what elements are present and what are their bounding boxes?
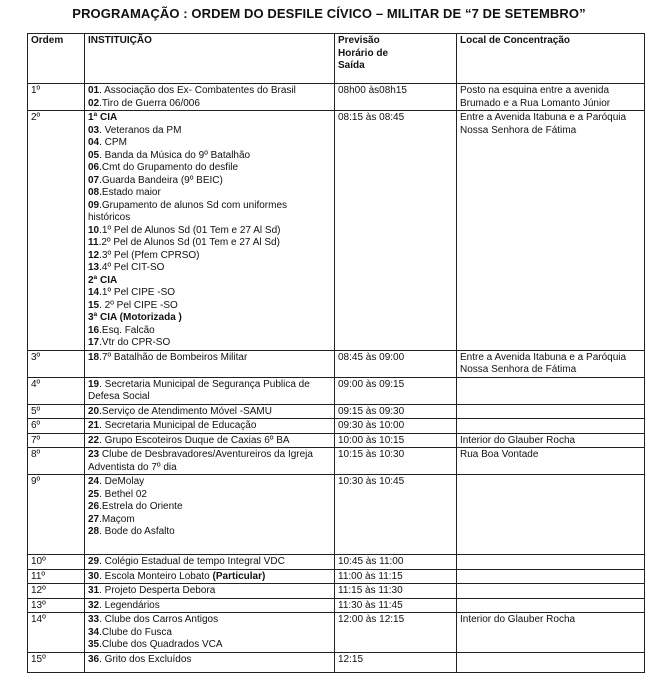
- institution-entry: [88, 379, 331, 404]
- institution-name: .Clube do Fusca: [99, 626, 172, 638]
- institution-number: 16: [88, 324, 100, 336]
- institution-entry: [88, 352, 331, 365]
- cell-horario: 10:00 às 10:15: [335, 433, 457, 448]
- table-row: [28, 111, 645, 351]
- cell-ordem: 4º: [28, 377, 85, 404]
- header-previsao-line-3: Saída: [338, 60, 365, 71]
- parade-schedule-table: [27, 33, 645, 673]
- cell-instituicao: [85, 448, 335, 475]
- institution-entry: [88, 571, 331, 584]
- institution-name: .1º Pel de Alunos Sd (01 Tem e 27 Al Sd): [99, 224, 281, 236]
- institution-number: 13: [88, 262, 100, 273]
- institution-entry: [88, 639, 331, 652]
- institution-number: 20: [88, 405, 100, 417]
- institution-number: 03: [88, 124, 100, 136]
- cell-instituicao: [85, 404, 335, 419]
- cell-ordem: 6º: [28, 419, 85, 434]
- institution-number: 09: [88, 199, 100, 211]
- cell-horario: 12:15: [335, 652, 457, 672]
- institution-entry: [88, 420, 331, 433]
- institution-number: 36: [88, 653, 100, 665]
- institution-name: .4º Pel CIT-SO: [99, 262, 165, 273]
- cell-instituicao: [85, 377, 335, 404]
- institution-name: . Clube dos Carros Antigos: [99, 614, 219, 625]
- cell-instituicao: [85, 598, 335, 613]
- cell-ordem: 7º: [28, 433, 85, 448]
- table-row: [28, 613, 645, 653]
- institution-name: .Guarda Bandeira (9º BEIC): [99, 174, 223, 186]
- institution-name: .3º Pel (Pfem CPRSO): [99, 249, 200, 261]
- cell-local: [457, 584, 645, 599]
- institution-number: 18: [88, 351, 100, 363]
- cell-local: Interior do Glauber Rocha: [457, 433, 645, 448]
- cell-local: [457, 555, 645, 570]
- cell-horario: 10:45 às 11:00: [335, 555, 457, 570]
- cell-ordem: 14º: [28, 613, 85, 653]
- institution-entry: [88, 85, 331, 98]
- institution-number: 30: [88, 570, 100, 582]
- cell-local: [457, 475, 645, 555]
- cell-ordem: 8º: [28, 448, 85, 475]
- institution-entry: [88, 175, 331, 188]
- institution-name: . Grupo Escoteiros Duque de Caxias 6º BA: [99, 434, 290, 446]
- institution-name: . CPM: [99, 137, 127, 148]
- header-previsao-line-2: Horário de: [338, 47, 389, 59]
- institution-number: 15: [88, 299, 100, 311]
- institution-entry: [88, 250, 331, 263]
- institution-entry: [88, 200, 331, 225]
- institution-name: . Projeto Desperta Debora: [99, 585, 216, 596]
- table-body: [28, 84, 645, 673]
- institution-number: 10: [88, 224, 100, 236]
- cell-horario: 08:45 às 09:00: [335, 350, 457, 377]
- institution-entry: [88, 614, 331, 627]
- institution-number: 24: [88, 476, 100, 487]
- institution-number: 29: [88, 556, 100, 567]
- institution-entry: [88, 262, 331, 275]
- header-previsao-line-1: Previsão: [338, 35, 380, 46]
- cell-instituicao: [85, 652, 335, 672]
- cell-local: Rua Boa Vontade: [457, 448, 645, 475]
- cell-horario: 09:00 às 09:15: [335, 377, 457, 404]
- institution-name: .Estrela do Oriente: [99, 501, 183, 512]
- institution-entry: [88, 312, 331, 325]
- institution-name: .Esq. Falcão: [99, 324, 155, 336]
- institution-entry: [88, 627, 331, 640]
- institution-entry: [88, 225, 331, 238]
- institution-entry: [88, 125, 331, 138]
- institution-number: 34: [88, 626, 100, 638]
- table-row: [28, 569, 645, 584]
- institution-name: .Vtr do CPR-SO: [99, 337, 171, 348]
- cell-horario: 10:15 às 10:30: [335, 448, 457, 475]
- institution-number: 32: [88, 599, 100, 611]
- cell-ordem: 5º: [28, 404, 85, 419]
- institution-number: 26: [88, 501, 100, 512]
- institution-name: . Associação dos Ex- Combatentes do Brasil: [99, 85, 296, 96]
- institution-name: . Veteranos da PM: [99, 124, 182, 136]
- table-row: [28, 555, 645, 570]
- institution-number: 27: [88, 513, 100, 525]
- cell-local: Entre a Avenida Itabuna e a Paróquia Nossa Senhora de Fátima: [457, 350, 645, 377]
- page-title: PROGRAMAÇÃO : ORDEM DO DESFILE CÍVICO – MILITAR DE “7 DE SETEMBRO”: [72, 6, 586, 21]
- cell-horario: 10:30 às 10:45: [335, 475, 457, 555]
- institution-entry: [88, 162, 331, 175]
- cell-ordem: 13º: [28, 598, 85, 613]
- cell-ordem: 12º: [28, 584, 85, 599]
- cell-local: [457, 569, 645, 584]
- table-row: [28, 404, 645, 419]
- institution-entry: [88, 287, 331, 300]
- table-row: [28, 377, 645, 404]
- institution-name: .1º Pel CIPE -SO: [99, 287, 176, 298]
- cell-local: [457, 419, 645, 434]
- institution-name: . Secretaria Municipal de Educação: [99, 420, 257, 431]
- cell-instituicao: [85, 419, 335, 434]
- cell-horario: 09:30 às 10:00: [335, 419, 457, 434]
- cell-instituicao: [85, 475, 335, 555]
- table-row: [28, 598, 645, 613]
- institution-number: 19: [88, 378, 100, 390]
- institution-name: . Colégio Estadual de tempo Integral VDC: [99, 556, 285, 567]
- institution-entry: [88, 556, 331, 569]
- cell-local: [457, 377, 645, 404]
- institution-entry: [88, 325, 331, 338]
- cell-horario: 08:15 às 08:45: [335, 111, 457, 351]
- institution-entry: [88, 237, 331, 250]
- cell-local: Posto na esquina entre a avenida Brumado e a Rua Lomanto Júnior: [457, 84, 645, 111]
- institution-entry: [88, 600, 331, 613]
- institution-entry: [88, 112, 331, 125]
- header-local: Local de Concentração: [457, 34, 645, 84]
- institution-number: 08: [88, 187, 100, 198]
- institution-number: 31: [88, 585, 100, 596]
- institution-entry: [88, 585, 331, 598]
- cell-ordem: 10º: [28, 555, 85, 570]
- cell-horario: 08h00 às08h15: [335, 84, 457, 111]
- table-row: [28, 652, 645, 672]
- institution-name: . DeMolay: [99, 476, 145, 487]
- cell-instituicao: [85, 555, 335, 570]
- institution-number: 25: [88, 488, 100, 500]
- cell-horario: 11:15 às 11:30: [335, 584, 457, 599]
- cell-instituicao: [85, 569, 335, 584]
- institution-name: . Bethel 02: [99, 488, 147, 500]
- cell-ordem: 9º: [28, 475, 85, 555]
- institution-entry: [88, 150, 331, 163]
- institution-name: .Grupamento de alunos Sd com uniformes históricos: [88, 199, 288, 223]
- table-row: [28, 84, 645, 111]
- institution-number: 12: [88, 249, 100, 261]
- cell-local: [457, 598, 645, 613]
- cell-horario: 12:00 às 12:15: [335, 613, 457, 653]
- institution-number: 07: [88, 174, 100, 186]
- institution-name: . Bode do Asfalto: [99, 526, 175, 537]
- institution-number: 14: [88, 287, 100, 298]
- cell-ordem: 15º: [28, 652, 85, 672]
- institution-number: 02: [88, 97, 100, 109]
- institution-number: 04: [88, 137, 100, 148]
- cell-ordem: 1º: [28, 84, 85, 111]
- cell-local: [457, 652, 645, 672]
- institution-entry: [88, 406, 331, 419]
- table-row: [28, 419, 645, 434]
- institution-name: . Escola Monteiro Lobato: [99, 570, 213, 582]
- cell-local: Interior do Glauber Rocha: [457, 613, 645, 653]
- institution-number: 01: [88, 85, 100, 96]
- institution-entry: [88, 187, 331, 200]
- institution-number: 35: [88, 639, 100, 650]
- institution-name: . 2º Pel CIPE -SO: [99, 299, 178, 311]
- institution-name: .7º Batalhão de Bombeiros Militar: [99, 351, 248, 363]
- cell-ordem: 3º: [28, 350, 85, 377]
- institution-name: .Maçom: [99, 513, 135, 525]
- institution-number: 17: [88, 337, 100, 348]
- header-ordem: Ordem: [28, 34, 85, 84]
- institution-entry: [88, 98, 331, 111]
- institution-name: . Secretaria Municipal de Segurança Publica de Defesa Social: [88, 378, 310, 402]
- institution-entry: [88, 435, 331, 448]
- cell-ordem: 11º: [28, 569, 85, 584]
- institution-number: 23: [88, 449, 100, 460]
- cell-instituicao: [85, 433, 335, 448]
- institution-entry: [88, 501, 331, 514]
- institution-name: . Banda da Música do 9º Batalhão: [99, 149, 251, 161]
- institution-name: Clube de Desbravadores/Aventureiros da Igreja Adventista do 7º dia: [88, 449, 313, 473]
- institution-number: 11: [88, 237, 99, 248]
- institution-number: 3ª CIA (Motorizada ): [88, 312, 182, 323]
- institution-name: . Grito dos Excluídos: [99, 653, 192, 665]
- cell-horario: 09:15 às 09:30: [335, 404, 457, 419]
- cell-instituicao: [85, 111, 335, 351]
- institution-number: 21: [88, 420, 100, 431]
- table-row: [28, 433, 645, 448]
- header-instituicao: INSTITUIÇÃO: [85, 34, 335, 84]
- institution-entry: [88, 137, 331, 150]
- institution-note: (Particular): [212, 570, 266, 582]
- institution-entry: [88, 476, 331, 489]
- institution-entry: [88, 526, 331, 539]
- cell-instituicao: [85, 613, 335, 653]
- institution-number: 28: [88, 526, 100, 537]
- institution-name: .Tiro de Guerra 06/006: [99, 97, 200, 109]
- institution-entry: [88, 300, 331, 313]
- institution-entry: [88, 654, 331, 667]
- table-header-row: [28, 34, 645, 84]
- institution-name: .Estado maior: [99, 187, 161, 198]
- table-row: [28, 350, 645, 377]
- table-row: [28, 584, 645, 599]
- institution-name: .Serviço de Atendimento Móvel -SAMU: [99, 405, 272, 417]
- institution-number: 1ª CIA: [88, 112, 118, 123]
- institution-name: .Cmt do Grupamento do desfile: [99, 162, 239, 173]
- institution-name: .Clube dos Quadrados VCA: [99, 639, 223, 650]
- institution-name: .2º Pel de Alunos Sd (01 Tem e 27 Al Sd): [98, 237, 280, 248]
- header-previsao: [335, 34, 457, 84]
- institution-entry: [88, 514, 331, 527]
- institution-entry: [88, 337, 331, 350]
- institution-entry: [88, 275, 331, 288]
- institution-number: 33: [88, 614, 100, 625]
- table-row: [28, 448, 645, 475]
- institution-number: 22: [88, 434, 100, 446]
- cell-local: Entre a Avenida Itabuna e a Paróquia Nossa Senhora de Fátima: [457, 111, 645, 351]
- institution-name: . Legendários: [99, 599, 160, 611]
- institution-number: 06: [88, 162, 100, 173]
- institution-number: 2ª CIA: [88, 274, 118, 286]
- institution-entry: [88, 449, 331, 474]
- institution-number: 05: [88, 149, 100, 161]
- cell-ordem: 2º: [28, 111, 85, 351]
- cell-instituicao: [85, 84, 335, 111]
- cell-instituicao: [85, 584, 335, 599]
- table-row: [28, 475, 645, 555]
- cell-horario: 11:30 às 11:45: [335, 598, 457, 613]
- cell-horario: 11:00 às 11:15: [335, 569, 457, 584]
- institution-entry: [88, 489, 331, 502]
- cell-instituicao: [85, 350, 335, 377]
- cell-local: [457, 404, 645, 419]
